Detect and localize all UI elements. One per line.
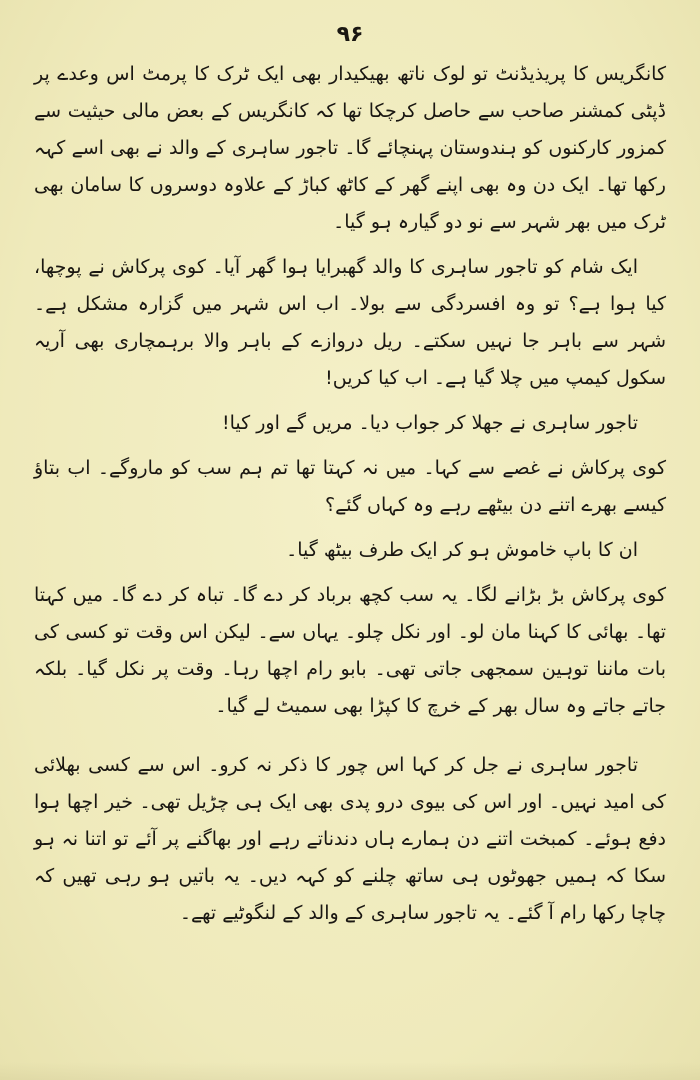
paragraph-2: ایک شام کو تاجور ساہری کا والد گھبرایا ہوا گھر آیا۔ کوی پرکاش نے پوچھا، کیا ہوا ہے؟ تو وہ افسردگی سے بولا۔ اب اس شہر میں گزارہ مشکل ہے۔ شہر سے باہر جا نہیں سکتے۔ ریل دروازے کے باہر والا برہمچاری بھی آریہ سکول کیمپ میں چلا گیا ہے۔ اب کیا کریں!	[34, 256, 666, 389]
page-content	[34, 56, 666, 932]
paragraph-3: تاجور ساہری نے جھلا کر جواب دیا۔ مریں گے اور کیا!	[222, 412, 638, 434]
paragraph-5: ان کا باپ خاموش ہو کر ایک طرف بیٹھ گیا۔	[286, 539, 638, 561]
paragraph-1: کانگریس کا پریذیڈنٹ تو لوک ناتھ بھیکیدار بھی ایک ٹرک کا پرمٹ اس وعدے پر ڈپٹی کمشنر صاحب سے حاصل کرچکا تھا کہ کانگریس کے بعض مالی حیثیت سے کمزور کارکنوں کو ہندوستان پہنچائے گا۔ تاجور ساہری کے والد نے بھی اسے کہہ رکھا تھا۔ ایک دن وہ بھی اپنے گھر کے کاٹھ کباڑ کے علاوہ دوسروں کا سامان بھی ٹرک میں بھر شہر سے نو دو گیارہ ہو گیا۔	[34, 63, 666, 233]
page-number: ۹۶	[336, 22, 364, 47]
paragraph-7: تاجور ساہری نے جل کر کہا اس چور کا ذکر نہ کرو۔ اس سے کسی بھلائی کی امید نہیں۔ اور اس کی بیوی درو پدی بھی ایک ہی چڑیل تھی۔ خیر اچھا ہوا دفع ہوئے۔ کمبخت اتنے دن ہمارے ہاں دندناتے رہے اور بھاگنے پر آئے تو اتنا نہ ہو سکا کہ ہمیں جھوٹوں ہی ساتھ چلنے کو کہہ دیں۔ یہ باتیں ہو رہی تھیں کہ چاچا رکھا رام آ گئے۔ یہ تاجور ساہری کے والد کے لنگوٹیے تھے۔	[34, 754, 666, 924]
scan-edge-shadow	[0, 1062, 700, 1080]
paragraph-6: کوی پرکاش بڑ بڑانے لگا۔ یہ سب کچھ برباد کر دے گا۔ تباہ کر دے گا۔ میں کہتا تھا۔ بھائی کا کہنا مان لو۔ اور نکل چلو۔ یہاں سے۔ لیکن اس وقت تو کسی کی بات ماننا توہین سمجھی جاتی تھی۔ بابو رام اچھا رہا۔ وقت پر نکل گیا۔ بلکہ جاتے جاتے وہ سال بھر کے خرچ کا کپڑا بھی سمیٹ لے گیا۔	[34, 584, 666, 717]
paragraph-4: کوی پرکاش نے غصے سے کہا۔ میں نہ کہتا تھا تم ہم سب کو ماروگے۔ اب بتاؤ کیسے بھرے اتنے دن بیٹھے رہے وہ کہاں گئے؟	[34, 457, 666, 516]
